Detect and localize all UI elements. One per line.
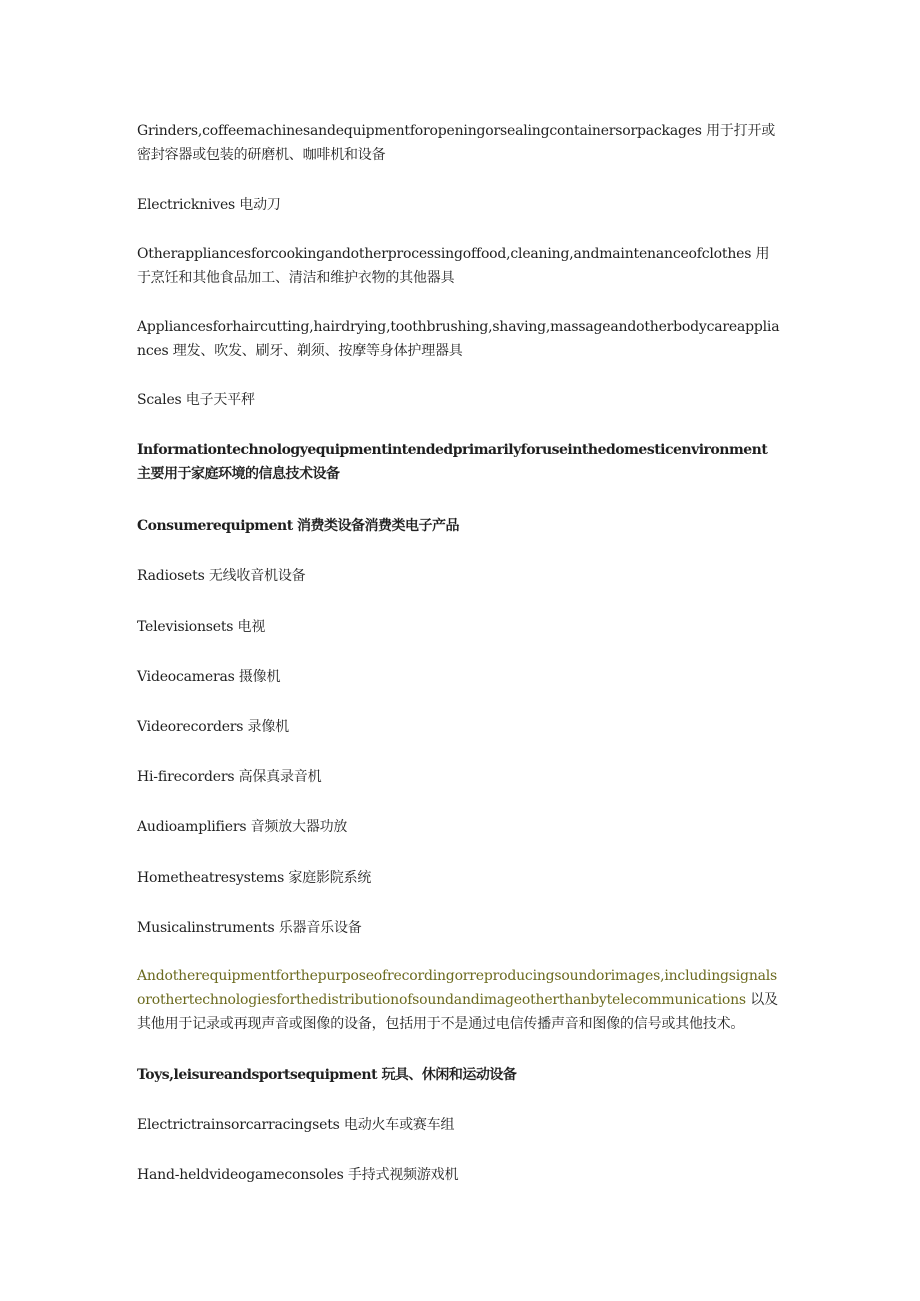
paragraph-scales — [137, 388, 782, 412]
paragraph-text-zh: 用于烹饪和其他食品加工、清洁和维护衣物的其他器具 — [137, 246, 770, 286]
paragraph-text-en: Grinders,coffeemachinesandequipmentforopeningorsealingcontainersorpackages — [137, 123, 702, 139]
paragraph-text-zh: 录像机 — [247, 719, 289, 735]
paragraph-text-zh: 高保真录音机 — [238, 769, 322, 785]
paragraph-text-en: Musicalinstruments — [137, 920, 275, 936]
paragraph-text-zh: 消费类设备消费类电子产品 — [297, 518, 460, 534]
paragraph-electric-trains — [137, 1113, 782, 1137]
paragraph-body-care — [137, 315, 782, 363]
paragraph-text-zh: 用于打开或密封容器或包装的研磨机、咖啡机和设备 — [137, 123, 776, 163]
paragraph-text-en: Andotherequipmentforthepurposeofrecordingorreproducingsoundorimages,includingsignalsorothertechnologiesforthedistributionofsoundandimageotherthanbytelecommunications — [137, 968, 778, 1008]
paragraph-text-en: Consumerequipment — [137, 518, 293, 534]
paragraph-text-en: Videorecorders — [137, 719, 244, 735]
paragraph-text-zh: 理发、吹发、刷牙、剃须、按摩等身体护理器具 — [172, 343, 463, 359]
paragraph-electric-knives — [137, 193, 782, 217]
paragraph-text-en: Electricknives — [137, 197, 236, 213]
paragraph-text-en: Otherappliancesforcookingandotherprocessingoffood,cleaning,andmaintenanceofclothes — [137, 246, 752, 262]
paragraph-video-cameras — [137, 665, 782, 689]
paragraph-text-en: Radiosets — [137, 568, 205, 584]
paragraph-text-en: Hi-firecorders — [137, 769, 235, 785]
paragraph-text-zh: 玩具、休闲和运动设备 — [381, 1067, 517, 1083]
paragraph-text-en: Scales — [137, 392, 182, 408]
paragraph-radio-sets — [137, 564, 782, 588]
paragraph-text-zh: 电视 — [237, 619, 266, 635]
paragraph-text-en: Appliancesforhaircutting,hairdrying,toothbrushing,shaving,massageandotherbodycareappliances — [137, 319, 780, 359]
heading-consumer-equipment — [137, 514, 782, 538]
paragraph-grinders — [137, 119, 782, 167]
paragraph-text-zh: 摄像机 — [238, 669, 281, 685]
paragraph-text-en: Electrictrainsorcarracingsets — [137, 1117, 340, 1133]
paragraph-text-en: Televisionsets — [137, 619, 234, 635]
paragraph-other-appliances — [137, 242, 782, 290]
paragraph-text-zh: 无线收音机设备 — [208, 568, 306, 584]
paragraph-text-en: Audioamplifiers — [137, 819, 247, 835]
heading-toys-leisure-sports — [137, 1063, 782, 1087]
paragraph-audio-amplifiers — [137, 815, 782, 839]
paragraph-text-en: Informationtechnologyequipmentintendedprimarilyforuseinthedomesticenvironment — [137, 442, 768, 458]
paragraph-text-zh: 以及其他用于记录或再现声音或图像的设备，包括用于不是通过电信传播声音和图像的信号或其他技术。 — [137, 992, 778, 1032]
paragraph-hifi-recorders — [137, 765, 782, 789]
paragraph-other-equipment — [137, 964, 782, 1036]
paragraph-text-zh: 电动火车或赛车组 — [343, 1117, 455, 1133]
paragraph-text-en: Hand-heldvideogameconsoles — [137, 1167, 344, 1183]
paragraph-text-en: Toys,leisureandsportsequipment — [137, 1067, 378, 1083]
paragraph-text-zh: 音频放大器功放 — [250, 819, 348, 835]
paragraph-text-en: Videocameras — [137, 669, 235, 685]
paragraph-musical-instruments — [137, 916, 782, 940]
paragraph-text-zh: 家庭影院系统 — [288, 870, 372, 886]
paragraph-home-theatre — [137, 866, 782, 890]
heading-information-technology — [137, 438, 782, 486]
paragraph-text-zh: 电动刀 — [239, 197, 281, 213]
paragraph-text-zh: 主要用于家庭环境的信息技术设备 — [137, 466, 340, 482]
paragraph-television-sets — [137, 615, 782, 639]
paragraph-handheld-consoles — [137, 1163, 782, 1187]
paragraph-text-zh: 手持式视频游戏机 — [347, 1167, 459, 1183]
paragraph-text-zh: 电子天平秤 — [185, 392, 255, 408]
paragraph-text-en: Hometheatresystems — [137, 870, 285, 886]
paragraph-video-recorders — [137, 715, 782, 739]
paragraph-text-zh: 乐器音乐设备 — [278, 920, 362, 936]
